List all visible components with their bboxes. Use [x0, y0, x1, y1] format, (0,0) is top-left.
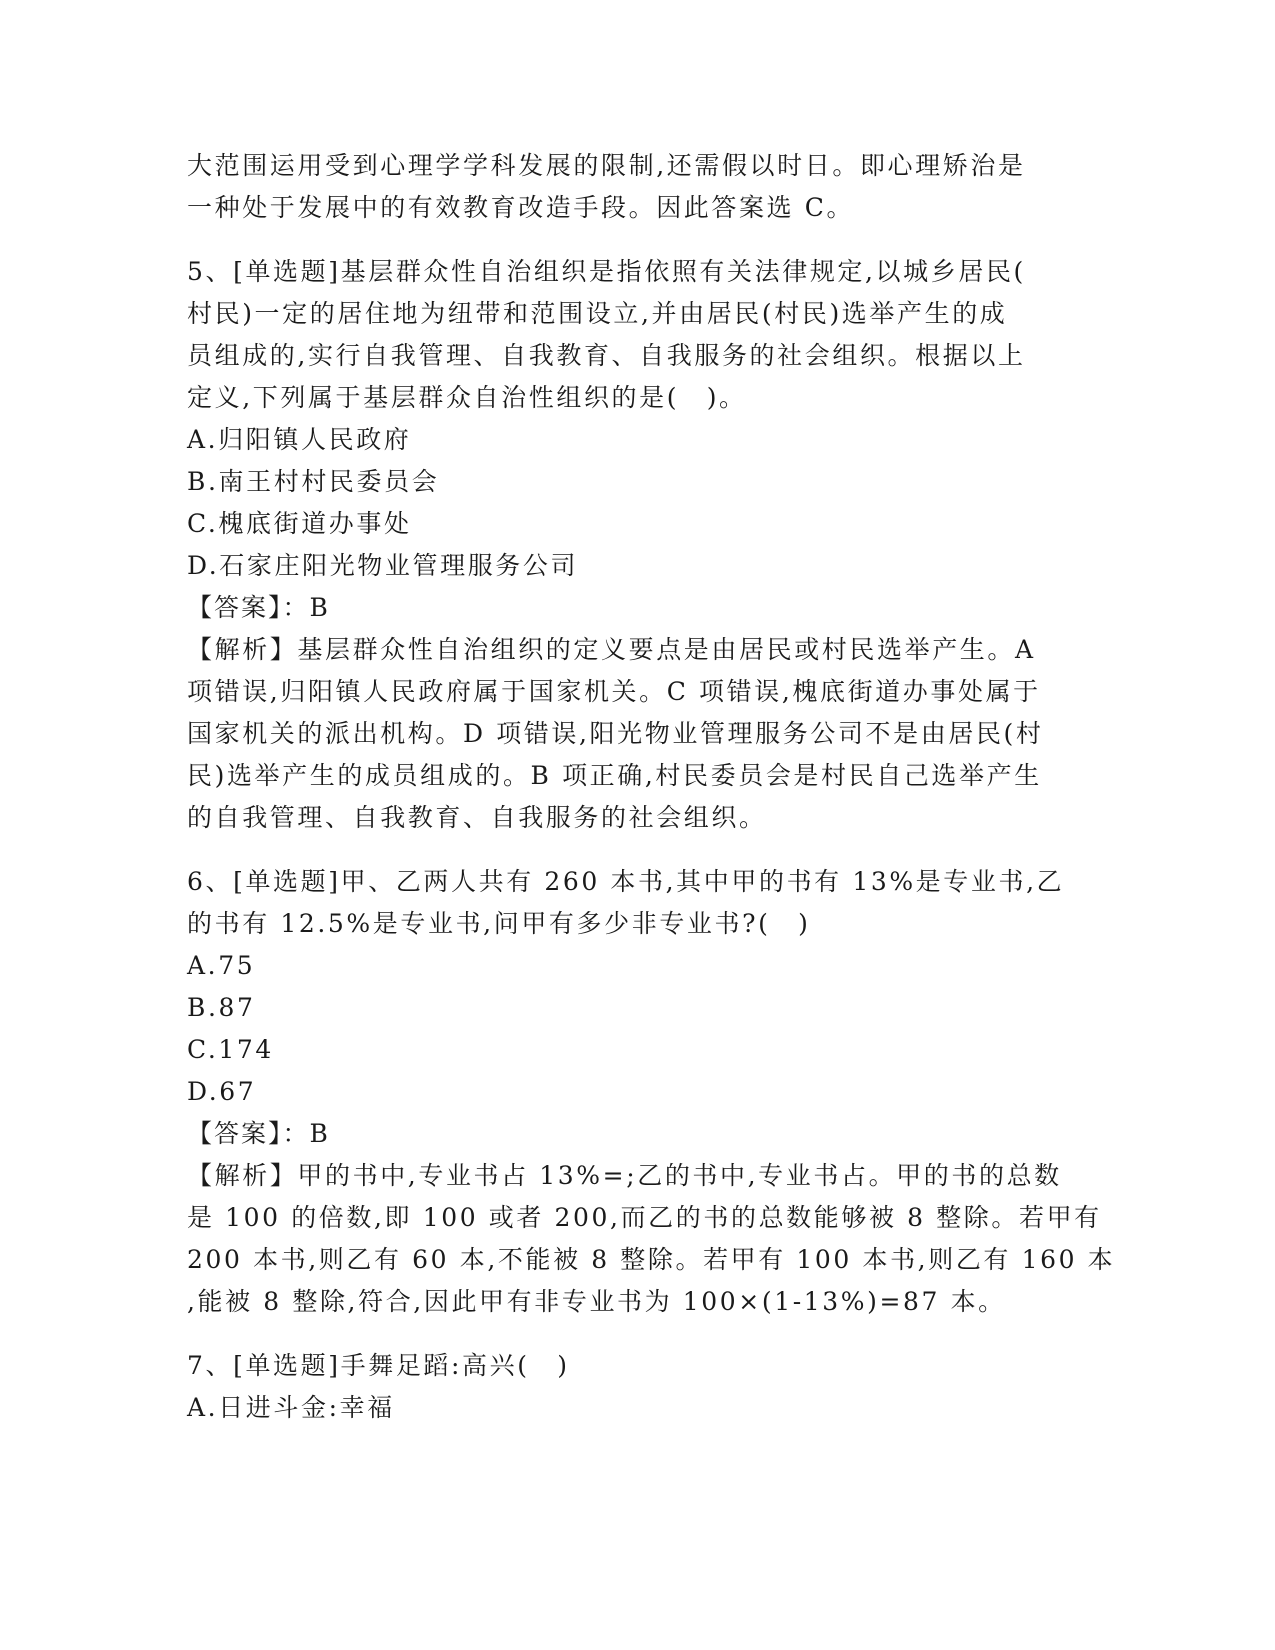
option-a: A.日进斗金:幸福	[187, 1393, 395, 1422]
intro-paragraph	[187, 145, 1087, 229]
answer-key: 【答案】：B	[187, 593, 330, 622]
text-line: 一种处于发展中的有效教育改造手段。因此答案选 C。	[187, 193, 855, 222]
question-5	[187, 251, 1087, 839]
question-options	[187, 419, 1087, 587]
stem-line: 6、[单选题]甲、乙两人共有 260 本书,其中甲的书有 13%是专业书,乙	[187, 867, 1065, 896]
analysis-line: 国家机关的派出机构。D 项错误,阳光物业管理服务公司不是由居民(村	[187, 719, 1044, 748]
analysis-line: 是 100 的倍数,即 100 或者 200,而乙的书的总数能够被 8 整除。若甲有	[187, 1203, 1102, 1232]
option-d: D.67	[187, 1077, 257, 1106]
answer-key: 【答案】：B	[187, 1119, 330, 1148]
analysis	[187, 1155, 1116, 1323]
option-b: B.87	[187, 993, 256, 1022]
analysis	[187, 629, 1087, 839]
option-a: A.75	[187, 951, 256, 980]
stem-line: 定义,下列属于基层群众自治性组织的是( )。	[187, 383, 747, 412]
analysis-line: 民)选举产生的成员组成的。B 项正确,村民委员会是村民自己选举产生	[187, 761, 1042, 790]
question-stem	[187, 251, 1087, 419]
question-stem	[187, 861, 1087, 945]
stem-line: 的书有 12.5%是专业书,问甲有多少非专业书?( )	[187, 909, 811, 938]
option-c: C.174	[187, 1035, 274, 1064]
stem-line: 员组成的,实行自我管理、自我教育、自我服务的社会组织。根据以上	[187, 341, 1026, 370]
option-c: C.槐底街道办事处	[187, 509, 412, 538]
question-7	[187, 1345, 1087, 1429]
analysis-line: ,能被 8 整除,符合,因此甲有非专业书为 100×(1-13%)=87 本。	[187, 1287, 1006, 1316]
stem-line: 5、[单选题]基层群众性自治组织是指依照有关法律规定,以城乡居民(	[187, 257, 1026, 286]
stem-line: 村民)一定的居住地为纽带和范围设立,并由居民(村民)选举产生的成	[187, 299, 1008, 328]
question-6	[187, 861, 1116, 1323]
text-line: 大范围运用受到心理学学科发展的限制,还需假以时日。即心理矫治是	[187, 151, 1026, 180]
analysis-line: 项错误,归阳镇人民政府属于国家机关。C 项错误,槐底街道办事处属于	[187, 677, 1041, 706]
analysis-line: 的自我管理、自我教育、自我服务的社会组织。	[187, 803, 767, 832]
analysis-line: 200 本书,则乙有 60 本,不能被 8 整除。若甲有 100 本书,则乙有 160 本	[187, 1245, 1116, 1274]
analysis-line: 【解析】基层群众性自治组织的定义要点是由居民或村民选举产生。A	[187, 635, 1036, 664]
document-content	[187, 145, 1116, 1429]
option-d: D.石家庄阳光物业管理服务公司	[187, 551, 579, 580]
option-a: A.归阳镇人民政府	[187, 425, 412, 454]
stem-line: 7、[单选题]手舞足蹈:高兴( )	[187, 1351, 570, 1380]
analysis-line: 【解析】甲的书中,专业书占 13%=;乙的书中,专业书占。甲的书的总数	[187, 1161, 1062, 1190]
question-options	[187, 945, 1087, 1113]
question-options	[187, 1387, 1087, 1429]
option-b: B.南王村村民委员会	[187, 467, 440, 496]
question-stem	[187, 1345, 1087, 1387]
